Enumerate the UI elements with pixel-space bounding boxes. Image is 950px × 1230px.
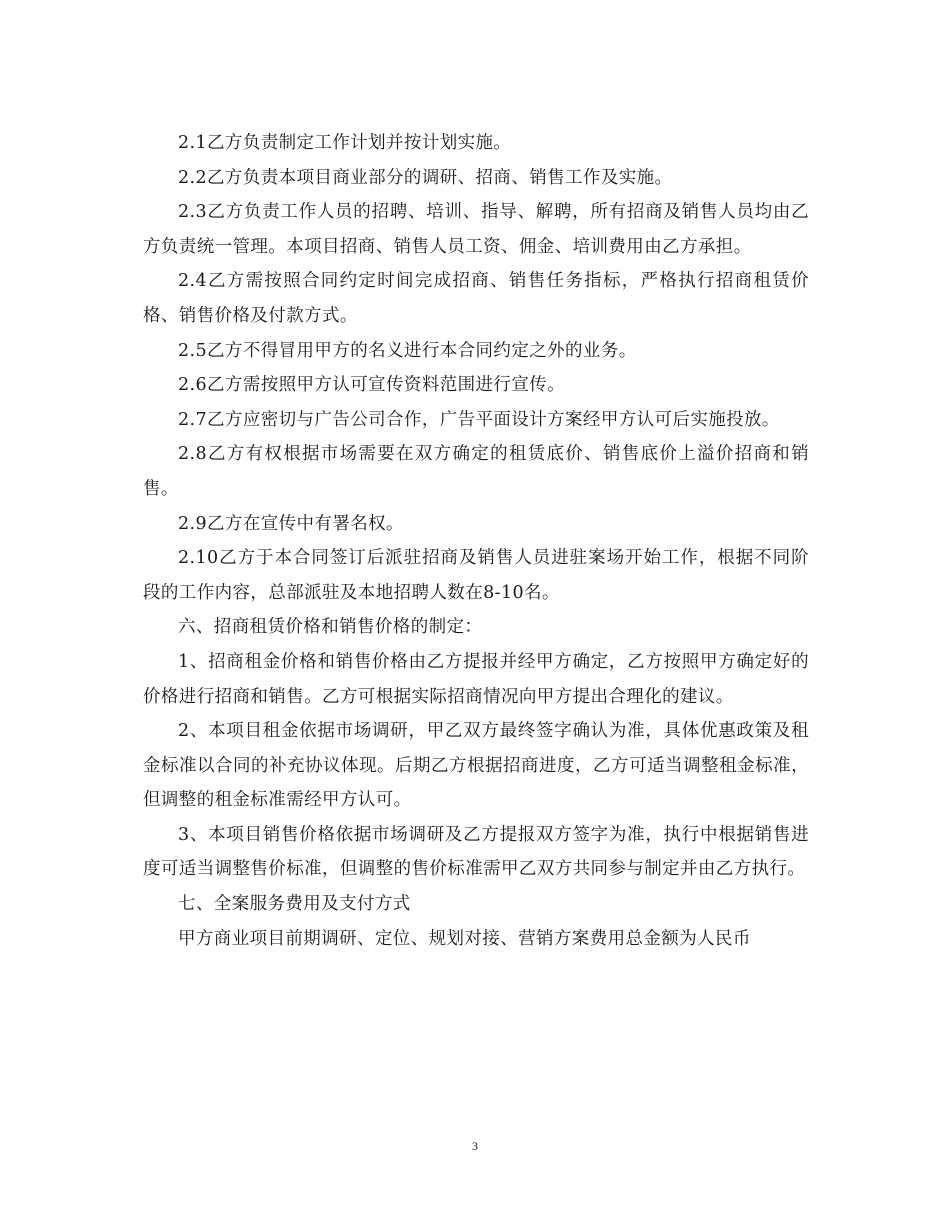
section-heading-6: 六、招商租赁价格和销售价格的制定： [178, 617, 483, 638]
paragraph-2-8: 2.8乙方有权根据市场需要在双方确定的租赁底价、销售底价上溢价招商和销售。 [143, 444, 809, 499]
paragraph-2-3: 2.3乙方负责工作人员的招聘、培训、指导、解聘，所有招商及销售人员均由乙方负责统一管理。本项目招商、销售人员工资、佣金、培训费用由乙方承担。 [143, 202, 809, 257]
paragraph-2-6: 2.6乙方需按照甲方认可宣传资料范围进行宣传。 [178, 375, 566, 396]
paragraph-2-1: 2.1乙方负责制定工作计划并按计划实施。 [178, 133, 512, 153]
paragraph-2-10: 2.10乙方于本合同签订后派驻招商及销售人员进驻案场开始工作，根据不同阶段的工作内容，总部派驻及本地招聘人数在8-10名。 [143, 548, 809, 603]
paragraph-2-9: 2.9乙方在宣传中有署名权。 [178, 513, 404, 534]
paragraph-6-3: 3、本项目销售价格依据市场调研及乙方提报双方签字为准，执行中根据销售进度可适当调整售价标准，但调整的售价标准需甲乙双方共同参与制定并由乙方执行。 [143, 824, 809, 880]
section-heading-7: 七、全案服务费用及支付方式 [178, 894, 411, 915]
page-number: 3 [472, 1139, 478, 1153]
paragraph-2-4: 2.4乙方需按照合同约定时间完成招商、销售任务指标，严格执行招商租赁价格、销售价格及付款方式。 [143, 271, 809, 326]
document-body [143, 126, 809, 956]
paragraph-6-1: 1、招商租金价格和销售价格由乙方提报并经甲方确定，乙方按照甲方确定好的价格进行招商和销售。乙方可根据实际招商情况向甲方提出合理化的建议。 [143, 651, 809, 707]
paragraph-2-7: 2.7乙方应密切与广告公司合作，广告平面设计方案经甲方认可后实施投放。 [178, 409, 780, 430]
paragraph-6-2: 2、本项目租金依据市场调研，甲乙双方最终签字确认为准，具体优惠政策及租金标准以合同的补充协议体现。后期乙方根据招商进度，乙方可适当调整租金标准，但调整的租金标准需经甲方认可。 [143, 721, 809, 811]
paragraph-2-5: 2.5乙方不得冒用甲方的名义进行本合同约定之外的业务。 [178, 340, 637, 361]
paragraph-7-intro: 甲方商业项目前期调研、定位、规划对接、营销方案费用总金额为人民币 [178, 928, 751, 949]
paragraph-2-2: 2.2乙方负责本项目商业部分的调研、招商、销售工作及实施。 [178, 167, 673, 188]
